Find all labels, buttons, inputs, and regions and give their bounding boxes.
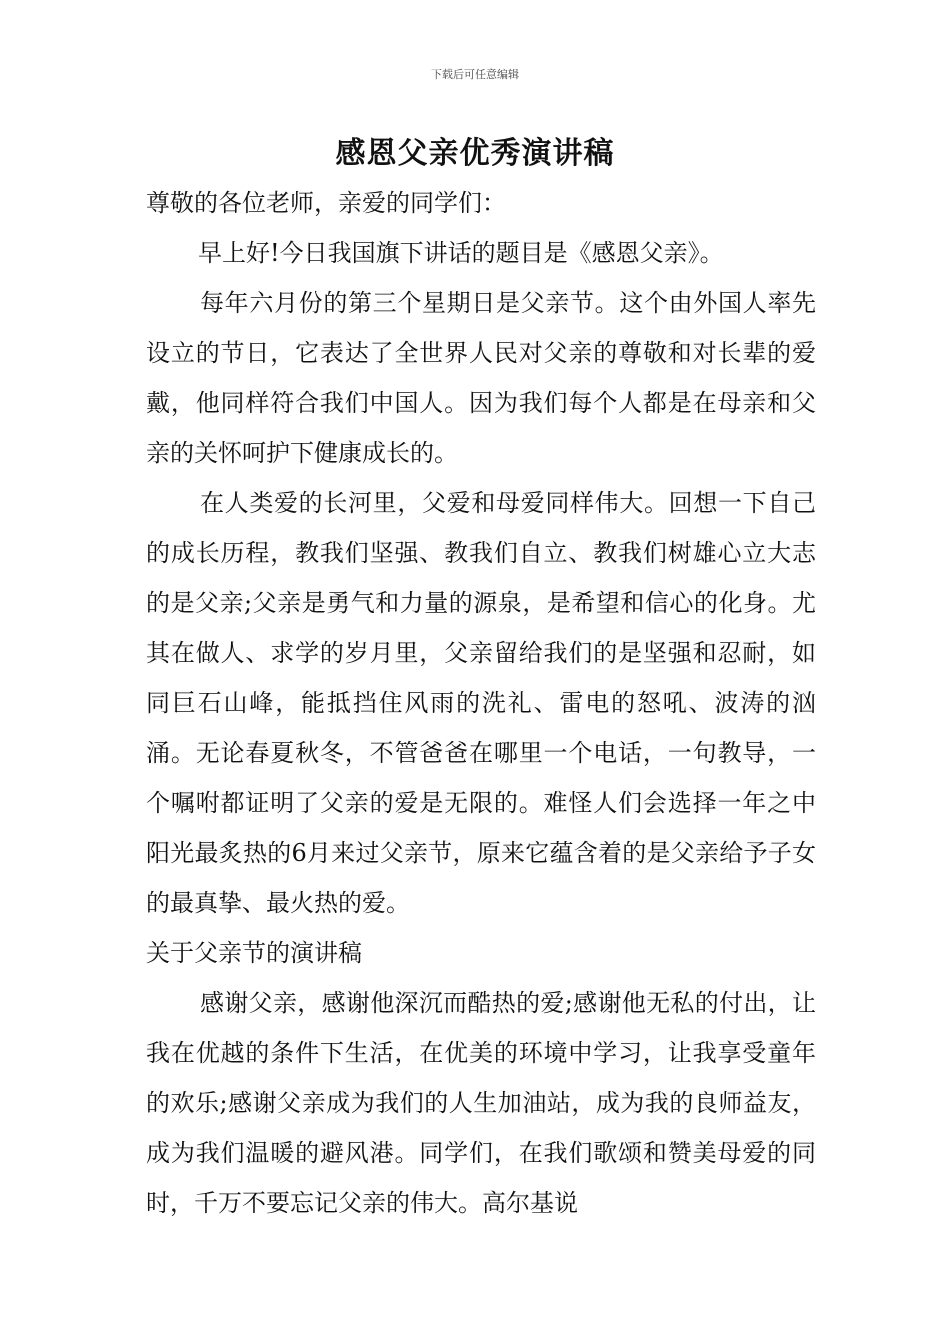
header-note: 下载后可任意编辑 xyxy=(431,68,519,81)
subheading: 关于父亲节的演讲稿 xyxy=(146,939,362,967)
body-paragraph-1: 每年六月份的第三个星期日是父亲节。这个由外国人率先设立的节日，它表达了全世界人民对父亲的尊敬和对长辈的爱戴，他同样符合我们中国人。因为我们每个人都是在母亲和父亲的关怀呵护下健康成长的。 xyxy=(146,289,816,467)
body-paragraph-3: 感谢父亲，感谢他深沉而酷热的爱;感谢他无私的付出，让我在优越的条件下生活，在优美的环境中学习，让我享受童年的欢乐;感谢父亲成为我们的人生加油站，成为我的良师益友，成为我们温暖的避风港。同学们，在我们歌颂和赞美母爱的同时，千万不要忘记父亲的伟大。高尔基说 xyxy=(146,989,816,1217)
greeting-paragraph: 早上好!今日我国旗下讲话的题目是《感恩父亲》。 xyxy=(198,239,724,267)
document-title: 感恩父亲优秀演讲稿 xyxy=(335,136,615,171)
document-body xyxy=(146,178,816,1228)
body-paragraph-2: 在人类爱的长河里，父爱和母爱同样伟大。回想一下自己的成长历程，教我们坚强、教我们自立、教我们树雄心立大志的是父亲;父亲是勇气和力量的源泉，是希望和信心的化身。尤其在做人、求学的岁月里，父亲留给我们的是坚强和忍耐，如同巨石山峰，能抵挡住风雨的洗礼、雷电的怒吼、波涛的汹涌。无论春夏秋冬，不管爸爸在哪里一个电话，一句教导，一个嘱咐都证明了父亲的爱是无限的。难怪人们会选择一年之中阳光最炙热的6月来过父亲节，原来它蕴含着的是父亲给予子女的最真挚、最火热的爱。 xyxy=(146,489,816,917)
salutation: 尊敬的各位老师，亲爱的同学们： xyxy=(146,189,506,217)
